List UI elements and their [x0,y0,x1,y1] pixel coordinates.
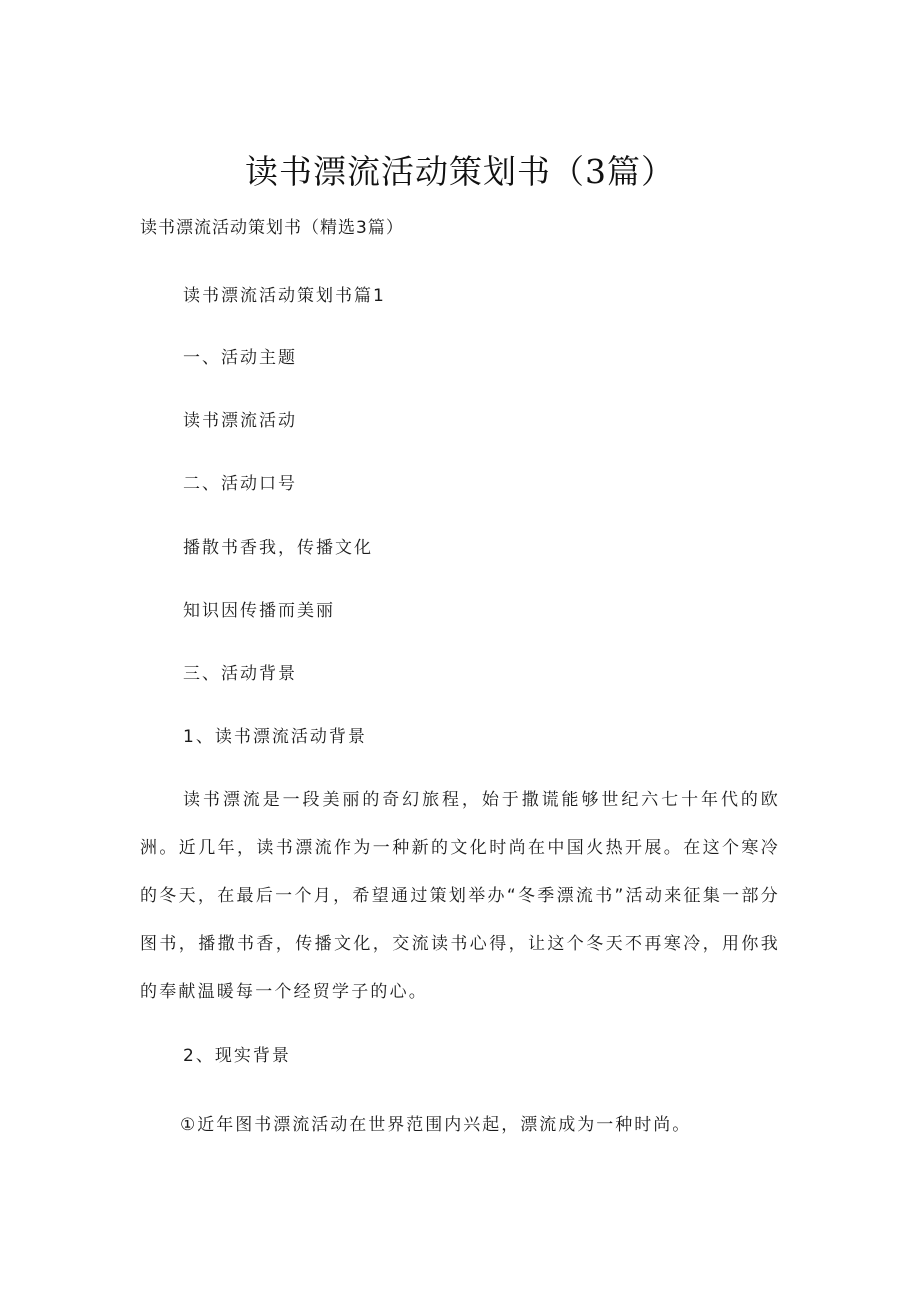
heading-activity-slogan: 二、活动口号 [183,474,297,494]
reality-point-1: ①近年图书漂流活动在世界范围内兴起，漂流成为一种时尚。 [180,1115,692,1135]
subheading-reading-drift-background: 1、读书漂流活动背景 [183,727,367,747]
slogan-line-2: 知识因传播而美丽 [183,601,335,621]
background-paragraph: 读书漂流是一段美丽的奇幻旅程，始于撒谎能够世纪六七十年代的欧洲。近几年，读书漂流作为一种新的文化时尚在中国火热开展。在这个寒冷的冬天，在最后一个月，希望通过策划举办“冬季漂流书”活动来征集一部分图书，播撒书香，传播文化，交流读书心得，让这个冬天不再寒冷，用你我的奉献温暖每一个经贸学子的心。 [140,790,780,1002]
heading-activity-background: 三、活动背景 [183,664,297,684]
subheading-reality-background: 2、现实背景 [183,1046,291,1066]
slogan-line-1: 播散书香我，传播文化 [183,538,373,558]
heading-activity-theme: 一、活动主题 [183,348,297,368]
theme-text: 读书漂流活动 [183,411,297,431]
document-subtitle: 读书漂流活动策划书（精选3篇） [140,218,404,238]
document-title: 读书漂流活动策划书（3篇） [245,152,675,191]
section-heading: 读书漂流活动策划书篇1 [183,286,386,306]
